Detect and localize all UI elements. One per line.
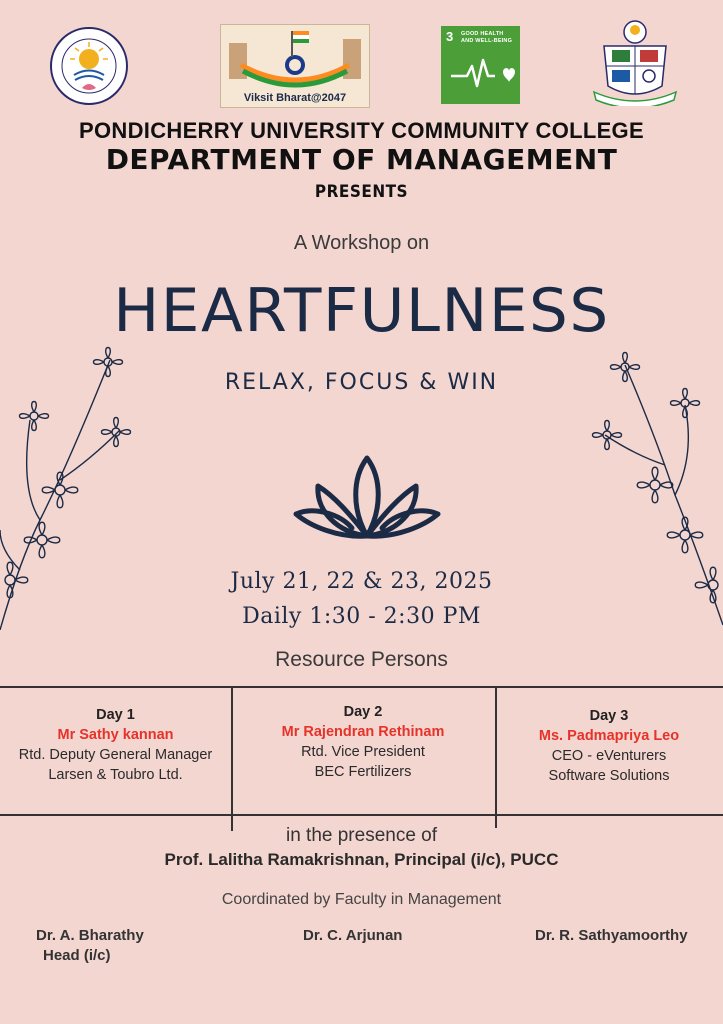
speakers-table [0, 686, 723, 816]
speaker-day1 [0, 688, 233, 831]
department-name: DEPARTMENT OF MANAGEMENT [105, 143, 618, 176]
presents-text: PRESENTS [314, 182, 409, 202]
principal-name: Prof. Lalitha Ramakrishnan [164, 850, 385, 869]
speaker-organization: Software Solutions [548, 768, 670, 784]
coordination-heading: Coordinated by Faculty in Management [221, 891, 502, 908]
event-time: Daily 1:30 - 2:30 PM [242, 604, 481, 629]
faculty-role: Head (i/c) [43, 947, 111, 964]
speaker-day-label: Day 1 [96, 707, 135, 723]
faculty-name: Dr. C. Arjunan [303, 927, 403, 944]
workshop-intro: A Workshop on [293, 232, 430, 254]
community-college-emblem [590, 18, 680, 106]
workshop-tagline: RELAX, FOCUS & WIN [224, 370, 499, 395]
presence-lead: in the presence of [285, 825, 438, 846]
tricolor-emblem-icon [221, 25, 369, 89]
faculty-2 [303, 926, 402, 946]
sdg-number: 3 [446, 29, 454, 44]
speaker-day-label: Day 3 [589, 708, 629, 724]
sdg-title-line2: AND WELL-BEING [461, 38, 513, 44]
sdg3-logo [441, 26, 520, 104]
speaker-day-label: Day 2 [343, 704, 383, 720]
principal-line [0, 850, 723, 870]
speaker-role: Rtd. Deputy General Manager [18, 747, 213, 763]
faculty-3 [535, 926, 688, 946]
faculty-name: Dr. R. Sathyamoorthy [535, 927, 688, 944]
heartbeat-icon [441, 26, 520, 104]
speaker-role: Rtd. Vice President [301, 744, 425, 760]
event-dates: July 21, 22 & 23, 2025 [230, 569, 493, 594]
university-name: PONDICHERRY UNIVERSITY COMMUNITY COLLEGE [79, 118, 644, 143]
speaker-name: Mr Sathy kannan [57, 727, 174, 743]
pondicherry-university-logo [42, 26, 136, 106]
sdg-title-line1: GOOD HEALTH [461, 31, 504, 37]
speaker-organization: Larsen & Toubro Ltd. [48, 767, 183, 783]
workshop-title: HEARTFULNESS [113, 276, 610, 346]
speaker-day3 [495, 688, 723, 832]
speaker-name: Ms. Padmapriya Leo [538, 728, 680, 744]
principal-role: , Principal (i/c), PUCC [384, 850, 559, 869]
viksit-bharat-text: Viksit Bharat@2047 [243, 92, 347, 104]
faculty-name: Dr. A. Bharathy [36, 927, 144, 944]
faculty-1 [36, 926, 144, 966]
speaker-organization: BEC Fertilizers [314, 764, 412, 780]
resource-persons-heading: Resource Persons [275, 648, 448, 671]
viksit-bharat-logo [220, 24, 370, 108]
speaker-role: CEO - eVenturers [551, 748, 667, 764]
speaker-day2 [231, 688, 497, 828]
lotus-icon [292, 452, 442, 544]
speaker-name: Mr Rajendran Rethinam [281, 724, 445, 740]
